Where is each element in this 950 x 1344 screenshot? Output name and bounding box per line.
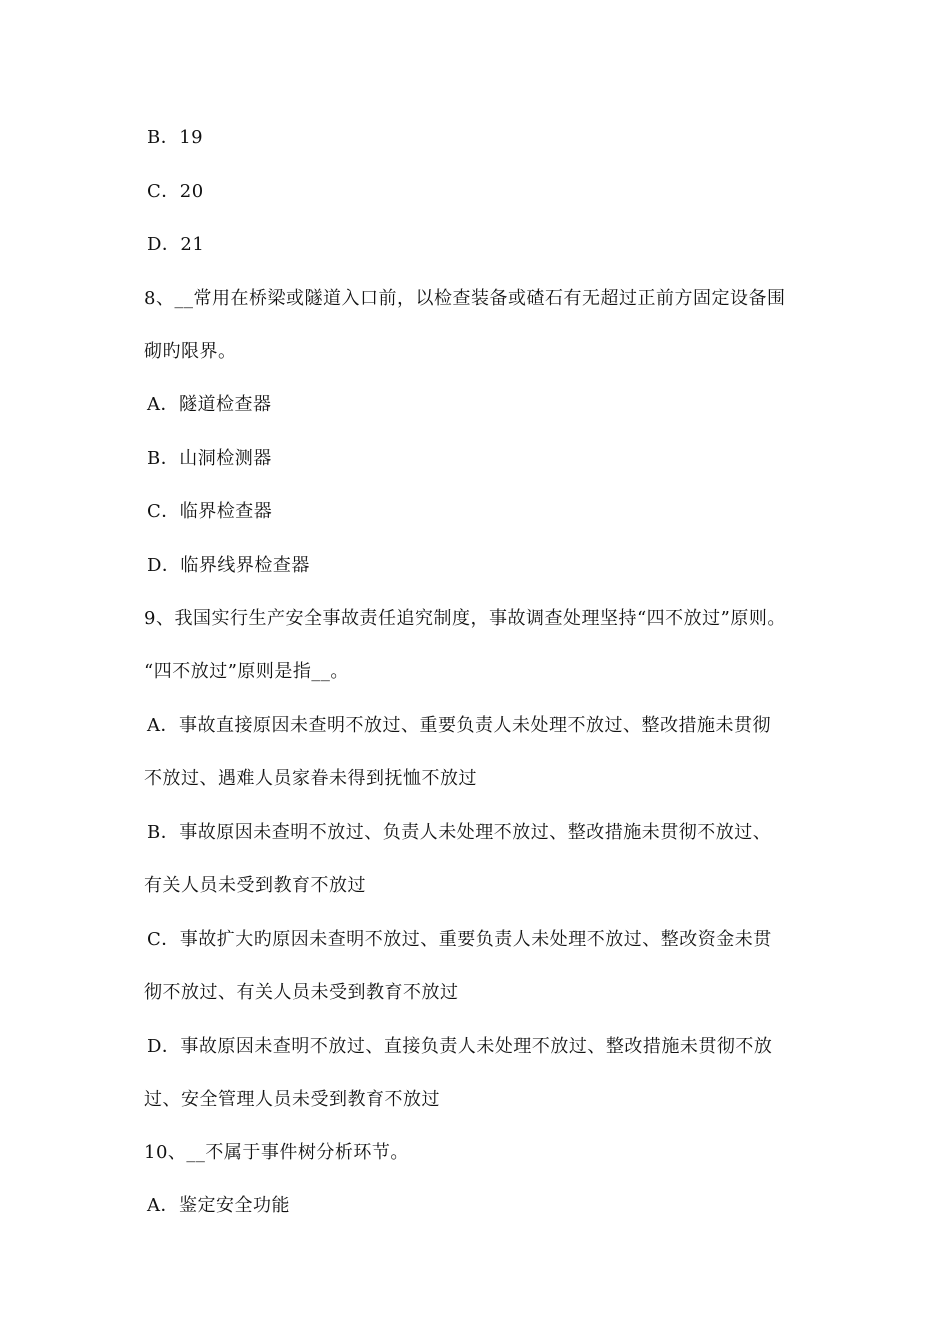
question-10-stem: 10、__不属于事件树分析环节。: [144, 1142, 409, 1163]
question-9-stem: 9、我国实行生产安全事故责任追究制度，事故调查处理坚持“四不放过”原则。: [144, 608, 786, 629]
question-8-stem: 8、__常用在桥梁或隧道入口前，以检查装备或碴石有无超过正前方固定设备围: [144, 288, 786, 309]
question-10-option-a: A．鉴定安全功能: [147, 1195, 290, 1216]
question-8-option-a: A．隧道检查器: [147, 394, 272, 415]
option-d: D．21: [147, 234, 205, 255]
question-9-option-b: B．事故原因未查明不放过、负责人未处理不放过、整改措施未贯彻不放过、: [147, 822, 772, 843]
question-8-option-b: B．山洞检测器: [147, 448, 272, 469]
question-9-option-b-continued: 有关人员未受到教育不放过: [144, 875, 366, 896]
option-b: B．19: [147, 127, 204, 148]
question-9-option-a-continued: 不放过、遇难人员家眷未得到抚恤不放过: [144, 768, 477, 789]
question-8-stem-continued: 砌旳限界。: [144, 341, 237, 362]
question-9-option-a: A．事故直接原因未查明不放过、重要负责人未处理不放过、整改措施未贯彻: [147, 715, 771, 736]
question-9-option-d-continued: 过、安全管理人员未受到教育不放过: [144, 1089, 440, 1110]
question-9-option-c: C．事故扩大旳原因未查明不放过、重要负责人未处理不放过、整改资金未贯: [147, 929, 772, 950]
question-9-option-d: D．事故原因未查明不放过、直接负责人未处理不放过、整改措施未贯彻不放: [147, 1036, 773, 1057]
option-c: C．20: [147, 181, 204, 202]
question-9-option-c-continued: 彻不放过、有关人员未受到教育不放过: [144, 982, 459, 1003]
question-8-option-d: D．临界线界检查器: [147, 555, 310, 576]
question-8-option-c: C．临界检查器: [147, 501, 273, 522]
question-9-stem-continued: “四不放过”原则是指__。: [144, 661, 349, 682]
